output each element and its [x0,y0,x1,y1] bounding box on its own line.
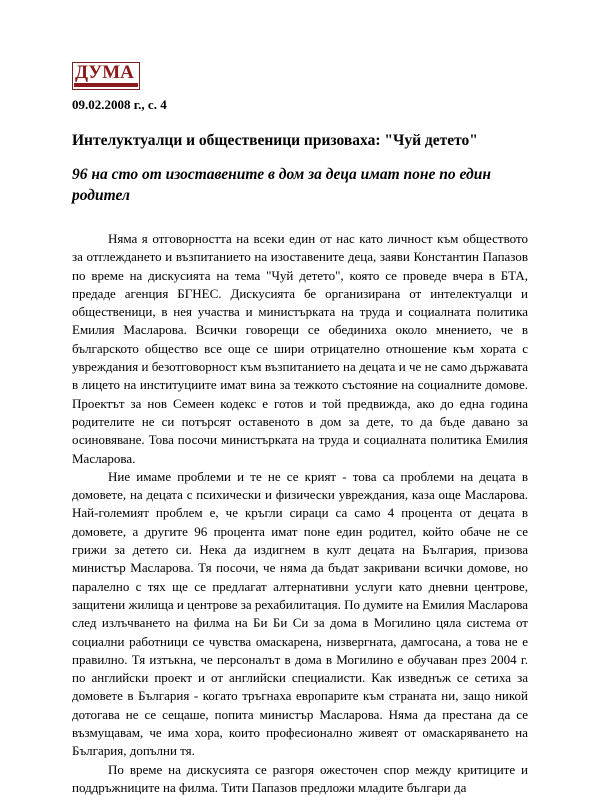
duma-logo [72,62,140,90]
article-subheadline: 96 на сто от изоставените в дом за деца имат поне по един родител [72,166,491,204]
article-paragraph-3: По време на дискусията се разгоря ожесточен спор между критиците и поддръжниците на филма. Тити Папазов предложи младите българи да [72,761,528,795]
document-page [72,62,528,797]
source-date-line: 09.02.2008 г., с. 4 [72,97,167,112]
article-body [72,230,528,797]
duma-logo-text: ДУМА [75,62,134,83]
article-paragraph-2: Ние имаме проблеми и те не се крият - това са проблеми на децата в домовете, на децата с психически и физически увреждания, каза още Масларова. Най-големият проблем е, че кръгли сираци са само 4 процента от децата в домовете, а другите 96 процента имат поне един родител, който обаче не се грижи за детето си. Нека да издигнем в култ децата на България, призова министър Масларова. Тя посочи, че няма да бъдат закривани всички домове, но паралелно с тях ще се предлагат алтернативни услуги като дневни центрове, защитени жилища и центрове за рехабилитация. По думите на Емилия Масларова след излъчването на филма на Би Би Си за дома в Могилино цяла система от социални работници се чувства омаскарена, низвергната, дамгосана, а това не е правилно. Тя изтъкна, че персоналът в дома в Могилино е обучаван през 2004 г. по английски проект и от английски специалисти. Как изведнъж се сетиха за домовете в България - когато тръгнаха европарите към страната ни, защо никой дотогава не се сещаше, попита министър Масларова. Няма да престана да се възмущавам, че има хора, които професионално живеят от омаскаряването на България, допълни тя. [72,468,528,759]
article-paragraph-1: Няма я отговорността на всеки един от нас като личност към обществото за отглеждането и възпитанието на изоставените деца, заяви Константин Папазов по време на дискусията на тема "Чуй детето", която се проведе вчера в БТА, предаде агенция БГНЕС. Дискусията бе организирана от интелектуалци и общественици, в нея участва и министърката на труда и социалната политика Емилия Масларова. Всички говорещи се обединиха около мнението, че в българското общество все още се шири отрицателно отношение към хората с увреждания и безотговорност към възпитанието на децата и че не само държавата в лицето на институциите имат вина за тежкото състояние на социалните домове. Проектът за нов Семеен кодекс е готов и той предвижда, ако до една година родителите не си потърсят оставеното в дом за дете, то да бъде давано за осиновяване. Това посочи министърката на труда и социалната политика Емилия Масларова. [72,231,528,466]
duma-logo-band [74,83,138,87]
article-headline: Интелуктуалци и общественици призоваха: "Чуй детето" [72,132,478,149]
